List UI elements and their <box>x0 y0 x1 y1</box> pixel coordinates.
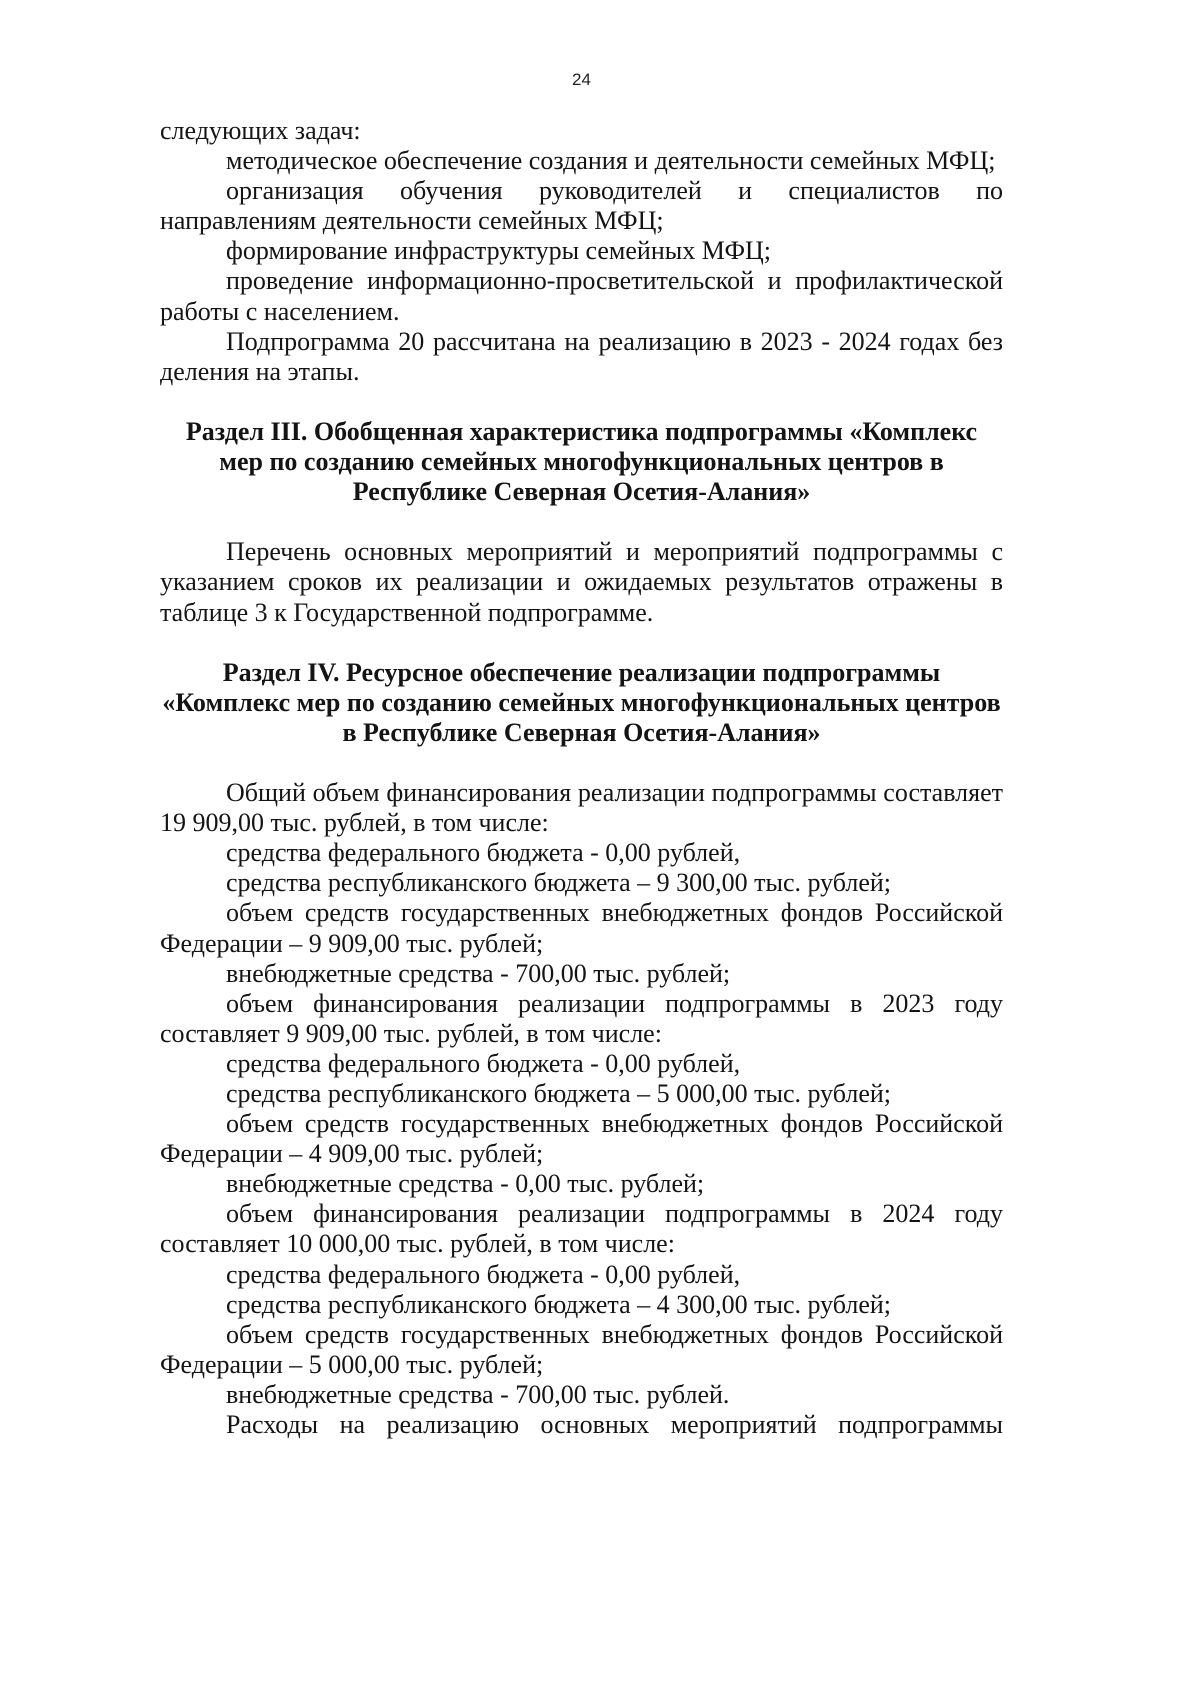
text-line: Общий объем финансирования реализации подпрограммы составляет <box>226 778 1003 808</box>
text-line: Федерации – 9 909,00 тыс. рублей; <box>160 928 544 958</box>
heading-line: в Республике Северная Осетия-Алания» <box>342 717 821 747</box>
heading-line: мер по созданию семейных многофункциональных центров в <box>219 447 944 477</box>
text-line: объем финансирования реализации подпрограммы в 2024 году <box>226 1199 1003 1229</box>
paragraph <box>160 537 1003 627</box>
text-line: средства федерального бюджета - 0,00 рублей, <box>226 838 741 868</box>
text-line: средства республиканского бюджета – 4 300,00 тыс. рублей; <box>226 1289 892 1319</box>
intro-paragraphs <box>160 116 1003 387</box>
text-line: проведение информационно-просветительской и профилактической <box>226 266 1003 296</box>
text-line: средства федерального бюджета - 0,00 рублей, <box>226 1259 741 1289</box>
text-line: Подпрограмма 20 рассчитана на реализацию в 2023 - 2024 годах без <box>226 326 1003 356</box>
text-line: Федерации – 4 909,00 тыс. рублей; <box>160 1139 544 1169</box>
text-line: Расходы на реализацию основных мероприятий подпрограммы <box>226 1410 1003 1440</box>
spacer <box>160 507 1003 537</box>
text-line: внебюджетные средства - 700,00 тыс. рублей; <box>226 958 731 988</box>
spacer <box>160 628 1003 658</box>
text-line: формирование инфраструктуры семейных МФЦ; <box>226 236 772 266</box>
text-line: организация обучения руководителей и специалистов по <box>226 176 1003 206</box>
text-line: объем средств государственных внебюджетных фондов Российской <box>226 898 1003 928</box>
section-heading <box>160 417 1003 507</box>
text-line: указанием сроков их реализации и ожидаемых результатов отражены в <box>160 567 1003 597</box>
heading-line: Раздел III. Обобщенная характеристика подпрограммы «Комплекс <box>185 416 978 446</box>
text-line: методическое обеспечение создания и деятельности семейных МФЦ; <box>226 146 996 176</box>
text-line: объем финансирования реализации подпрограммы в 2023 году <box>226 988 1003 1018</box>
heading-line: «Комплекс мер по созданию семейных многофункциональных центров <box>162 687 1001 717</box>
text-line: деления на этапы. <box>160 356 360 386</box>
text-line: объем средств государственных внебюджетных фондов Российской <box>226 1319 1003 1349</box>
text-line: составляет 10 000,00 тыс. рублей, в том числе: <box>160 1229 675 1259</box>
heading-line: Республике Северная Осетия-Алания» <box>352 477 811 507</box>
text-line: средства республиканского бюджета – 9 300,00 тыс. рублей; <box>226 868 892 898</box>
text-line: составляет 9 909,00 тыс. рублей, в том числе: <box>160 1018 662 1048</box>
text-line: таблице 3 к Государственной подпрограмме. <box>160 597 654 627</box>
heading-line: Раздел IV. Ресурсное обеспечение реализации подпрограммы <box>222 657 941 687</box>
spacer <box>160 387 1003 417</box>
text-line: внебюджетные средства - 700,00 тыс. рублей. <box>226 1379 730 1409</box>
text-line: объем средств государственных внебюджетных фондов Российской <box>226 1109 1003 1139</box>
text-line: 19 909,00 тыс. рублей, в том числе: <box>160 808 549 838</box>
section-heading <box>160 658 1003 748</box>
text-line: следующих задач: <box>160 116 361 145</box>
paragraph <box>160 778 1003 1440</box>
text-line: средства республиканского бюджета – 5 000,00 тыс. рублей; <box>226 1079 892 1108</box>
text-line: работы с населением. <box>160 296 400 326</box>
text-line: направлениям деятельности семейных МФЦ; <box>160 206 664 236</box>
text-line: Перечень основных мероприятий и мероприятий подпрограммы с <box>226 537 1003 567</box>
page-number: 24 <box>572 70 591 89</box>
text-line: средства федерального бюджета - 0,00 рублей, <box>226 1048 741 1078</box>
spacer <box>160 748 1003 778</box>
page-content <box>160 116 1003 1440</box>
text-line: внебюджетные средства - 0,00 тыс. рублей; <box>226 1169 705 1199</box>
text-line: Федерации – 5 000,00 тыс. рублей; <box>160 1349 544 1379</box>
